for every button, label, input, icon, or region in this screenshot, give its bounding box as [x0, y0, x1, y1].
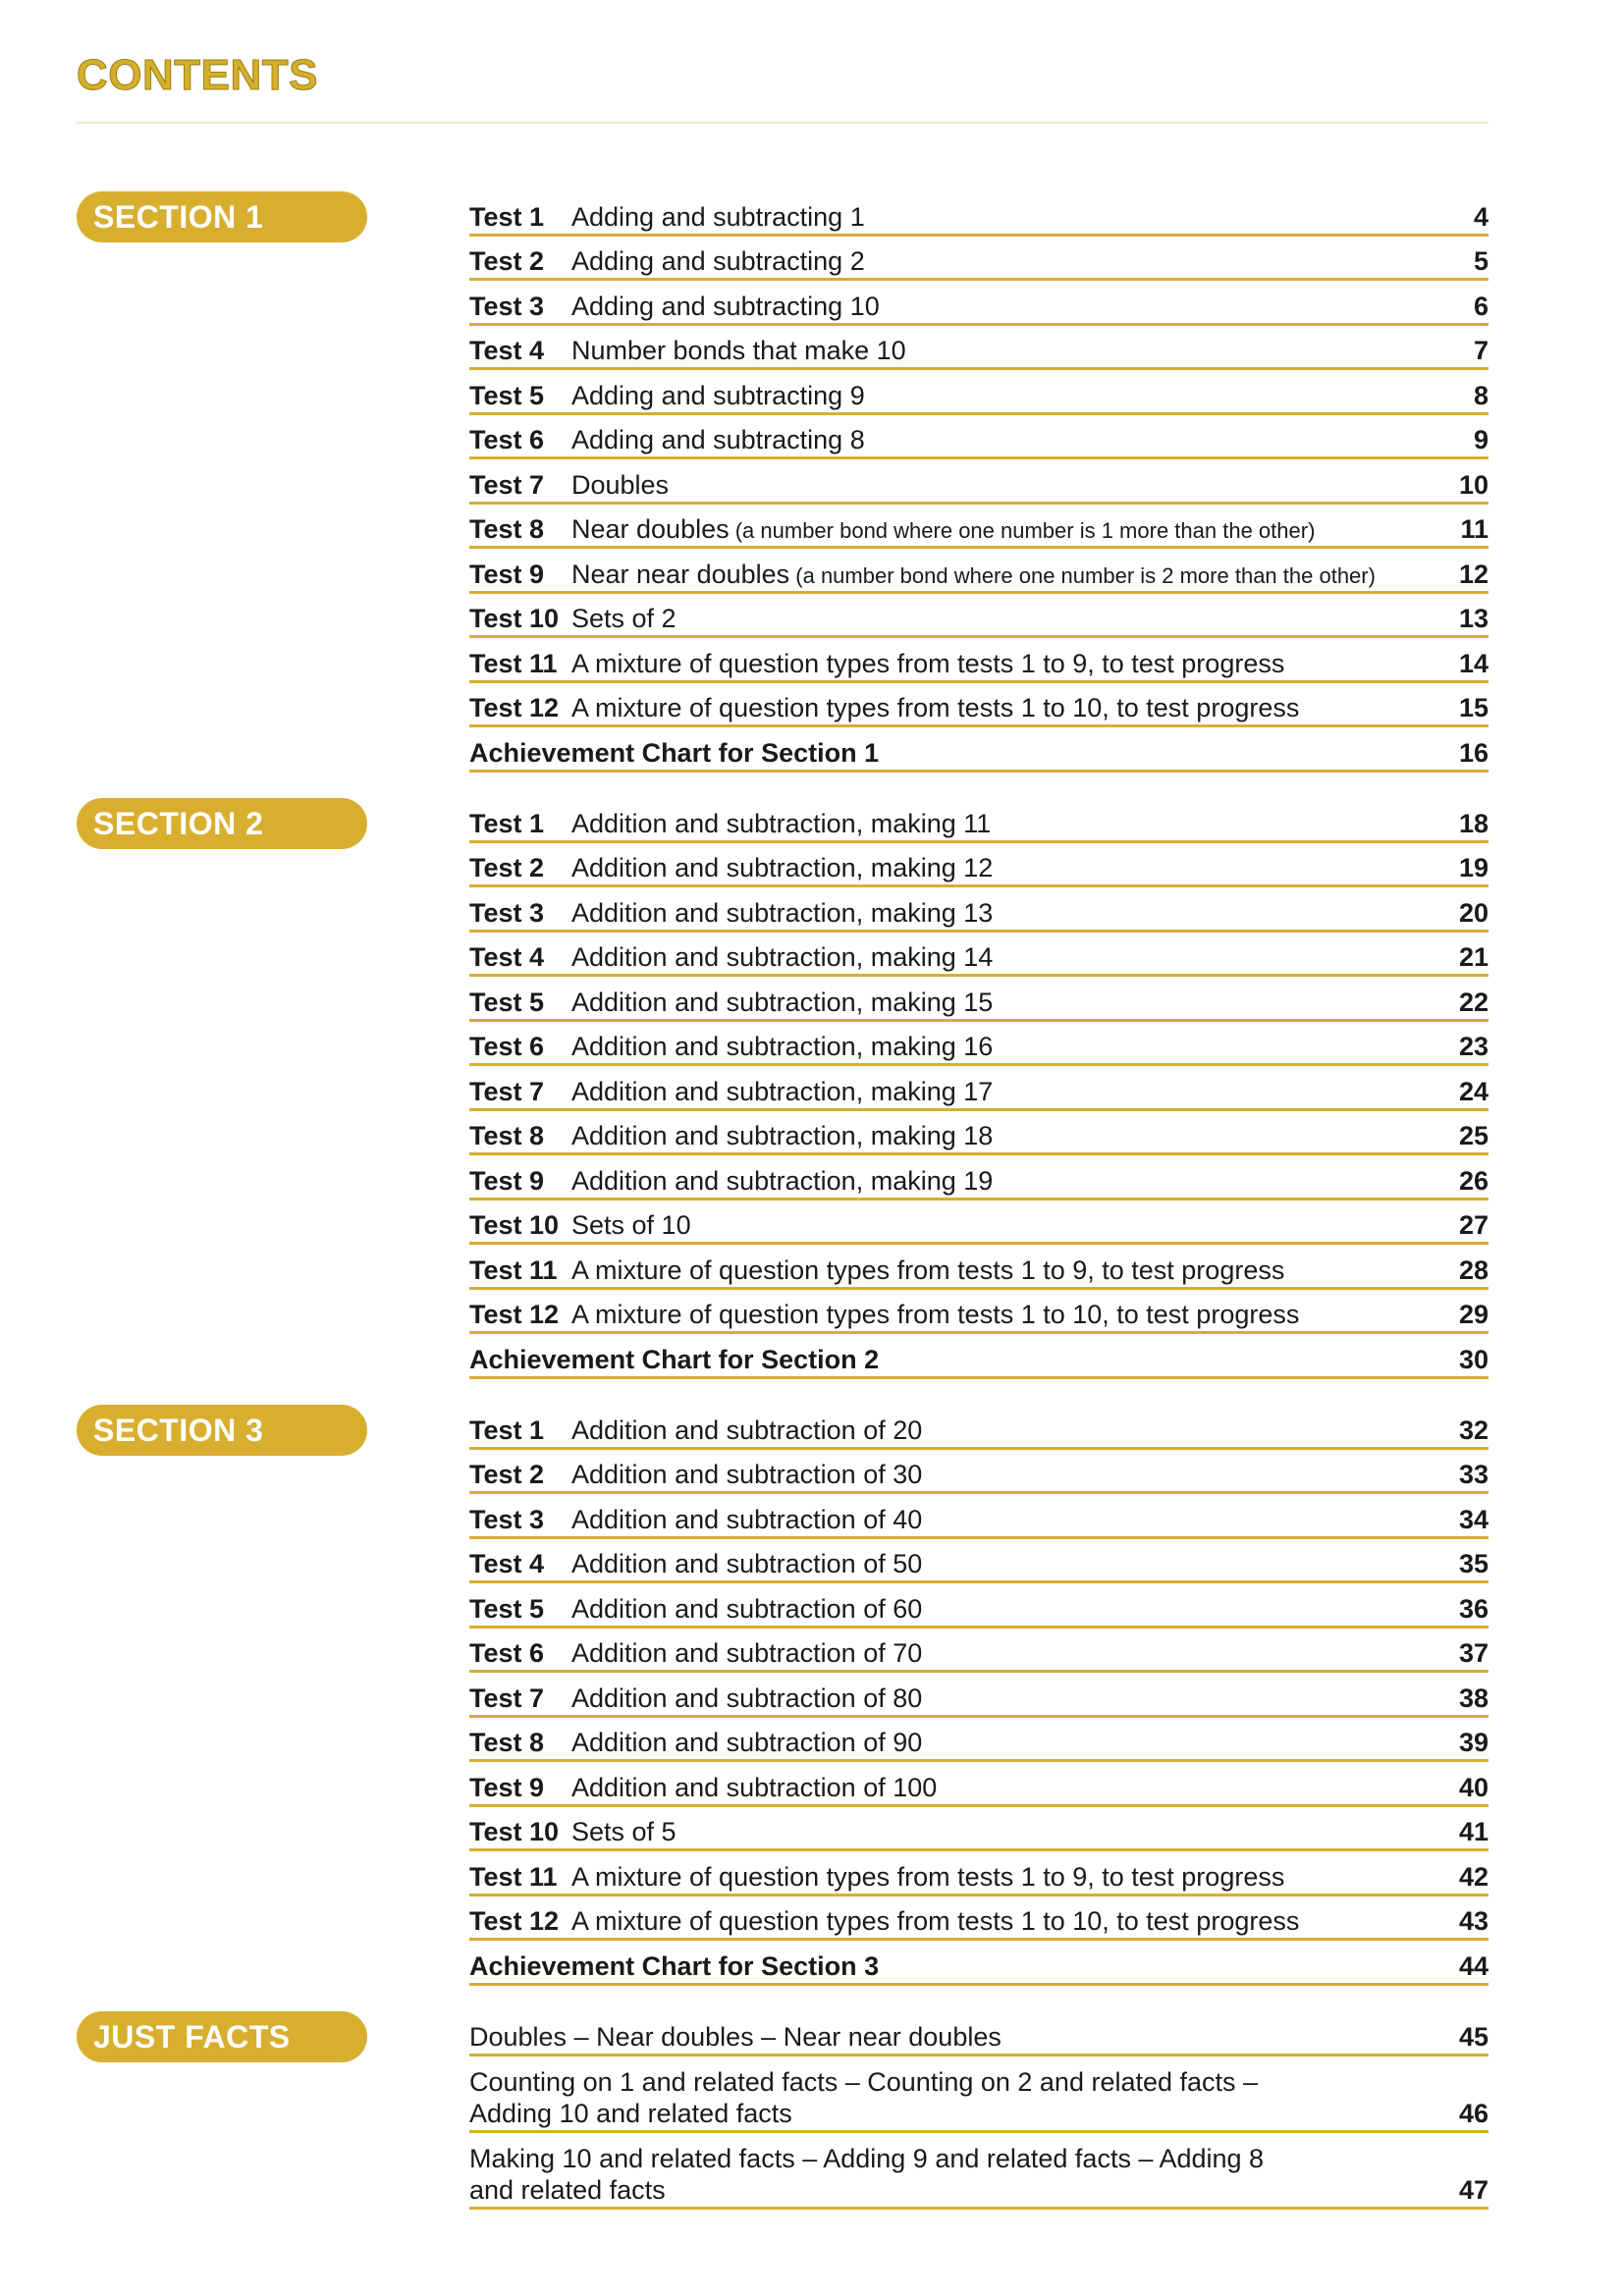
page-number: 13 [1458, 604, 1489, 633]
test-title: Addition and subtraction of 90 [571, 1728, 923, 1757]
page-number: 40 [1458, 1772, 1489, 1802]
toc-row[interactable] [469, 281, 1489, 326]
test-title: Addition and subtraction, making 18 [571, 1121, 994, 1150]
toc-row[interactable] [469, 549, 1489, 594]
page-number: 15 [1458, 693, 1489, 722]
achievement-chart-row[interactable] [469, 1334, 1489, 1379]
page-number: 32 [1458, 1415, 1489, 1445]
test-number: Test 8 [469, 1121, 545, 1150]
achievement-chart-title: Achievement Chart for Section 2 [469, 1344, 880, 1374]
toc-row[interactable] [469, 2056, 1489, 2133]
page-number: 38 [1458, 1682, 1489, 1713]
page-number: 22 [1458, 987, 1489, 1017]
test-number: Test 5 [469, 987, 545, 1017]
test-number: Test 9 [469, 1165, 545, 1196]
test-title-main: Near doubles [571, 514, 730, 544]
test-number: Test 2 [469, 246, 545, 276]
page-number: 28 [1458, 1255, 1489, 1285]
test-title: Addition and subtraction of 20 [571, 1415, 923, 1445]
section-1-entries [469, 191, 1489, 773]
test-title: Addition and subtraction of 40 [571, 1504, 923, 1534]
toc-row[interactable] [469, 1111, 1489, 1156]
toc-row[interactable] [469, 1450, 1489, 1495]
toc-row[interactable] [469, 1494, 1489, 1539]
page-number: 8 [1473, 380, 1489, 410]
facts-title: Counting on 1 and related facts – Counting on 2 and related facts – Adding 10 and related facts [469, 2066, 1259, 2128]
page-number: 36 [1458, 1593, 1489, 1624]
toc-row[interactable] [469, 843, 1489, 888]
page-title: CONTENTS [77, 51, 318, 99]
page-number: 4 [1473, 201, 1489, 232]
achievement-chart-row[interactable] [469, 727, 1489, 773]
test-number: Test 9 [469, 559, 545, 589]
test-title [571, 560, 1430, 590]
section-3-label: SECTION 3 [77, 1405, 367, 1456]
title-divider [77, 122, 1489, 124]
test-title: Adding and subtracting 1 [571, 201, 865, 232]
test-number: Test 6 [469, 425, 545, 454]
test-number: Test 4 [469, 336, 545, 365]
section-2-label: SECTION 2 [77, 798, 367, 849]
test-title: Adding and subtracting 2 [571, 246, 865, 276]
test-title: A mixture of question types from tests 1 to 10, to test progress [571, 1906, 1300, 1936]
test-number: Test 4 [469, 942, 545, 972]
just-facts-entries [469, 2011, 1489, 2210]
test-number: Test 1 [469, 808, 545, 838]
page-number: 9 [1473, 425, 1489, 454]
toc-row[interactable] [469, 1066, 1489, 1111]
test-number: Test 2 [469, 1460, 545, 1489]
page-number: 39 [1458, 1728, 1489, 1757]
toc-row[interactable] [469, 1245, 1489, 1290]
test-number: Test 6 [469, 1638, 545, 1668]
toc-row[interactable] [469, 638, 1489, 683]
section-1-label: SECTION 1 [77, 191, 367, 242]
page-number: 42 [1458, 1861, 1489, 1892]
toc-row[interactable] [469, 933, 1489, 978]
test-title: A mixture of question types from tests 1 to 10, to test progress [571, 693, 1300, 722]
toc-row[interactable] [469, 1896, 1489, 1942]
test-number: Test 3 [469, 1504, 545, 1534]
page-number: 43 [1458, 1906, 1489, 1936]
just-facts-label: JUST FACTS [77, 2011, 367, 2062]
toc-row[interactable] [469, 2133, 1489, 2210]
toc-row[interactable] [469, 1583, 1489, 1629]
page-number: 7 [1473, 336, 1489, 365]
test-title: Addition and subtraction, making 13 [571, 897, 994, 928]
page-number: 20 [1458, 897, 1489, 928]
test-title: Addition and subtraction, making 14 [571, 942, 994, 972]
section-3-entries [469, 1405, 1489, 1986]
test-number: Test 10 [469, 1817, 560, 1846]
test-title-note: (a number bond where one number is 2 more than the other) [789, 562, 1376, 588]
toc-row[interactable] [469, 1851, 1489, 1896]
toc-row[interactable] [469, 1405, 1489, 1450]
test-number: Test 11 [469, 648, 558, 678]
test-number: Test 5 [469, 1593, 545, 1624]
toc-row[interactable] [469, 326, 1489, 371]
toc-row[interactable] [469, 1718, 1489, 1763]
toc-row[interactable] [469, 594, 1489, 639]
page-number: 18 [1458, 808, 1489, 838]
facts-title: Doubles – Near doubles – Near near doubles [469, 2021, 1001, 2052]
page-number: 16 [1458, 737, 1489, 768]
toc-row[interactable] [469, 1290, 1489, 1335]
page-number: 24 [1458, 1076, 1489, 1106]
test-title: Adding and subtracting 9 [571, 380, 865, 410]
test-number: Test 12 [469, 1906, 560, 1936]
page-number: 12 [1458, 559, 1489, 589]
toc-row[interactable] [469, 237, 1489, 282]
toc-row[interactable] [469, 505, 1489, 550]
page-number: 6 [1473, 291, 1489, 321]
test-title: Sets of 2 [571, 604, 677, 633]
test-number: Test 12 [469, 1300, 560, 1329]
toc-row[interactable] [469, 459, 1489, 505]
test-title: Addition and subtraction of 100 [571, 1772, 938, 1802]
test-title: Addition and subtraction, making 11 [571, 808, 992, 838]
test-number: Test 12 [469, 693, 560, 722]
test-number: Test 7 [469, 1076, 545, 1106]
test-title: A mixture of question types from tests 1 to 9, to test progress [571, 1861, 1285, 1892]
page-number: 23 [1458, 1032, 1489, 1061]
toc-row[interactable] [469, 2011, 1489, 2056]
test-title: Addition and subtraction of 50 [571, 1549, 923, 1578]
test-number: Test 7 [469, 469, 545, 500]
test-number: Test 4 [469, 1549, 545, 1578]
page-number: 33 [1458, 1460, 1489, 1489]
test-number: Test 5 [469, 380, 545, 410]
test-title-main: Near near doubles [571, 559, 790, 589]
toc-row[interactable] [469, 1673, 1489, 1718]
toc-row[interactable] [469, 370, 1489, 415]
test-title: Doubles [571, 469, 670, 500]
test-number: Test 10 [469, 1210, 560, 1240]
test-title: Addition and subtraction of 80 [571, 1682, 923, 1713]
page-number: 11 [1460, 514, 1489, 544]
test-title: Adding and subtracting 8 [571, 425, 865, 454]
section-2-entries [469, 798, 1489, 1379]
toc-row[interactable] [469, 977, 1489, 1022]
test-title: A mixture of question types from tests 1 to 10, to test progress [571, 1300, 1300, 1329]
test-number: Test 3 [469, 291, 545, 321]
toc-row[interactable] [469, 191, 1489, 237]
test-title: Sets of 5 [571, 1817, 677, 1846]
page-number: 10 [1458, 469, 1489, 500]
page-number: 25 [1458, 1121, 1489, 1150]
toc-row[interactable] [469, 415, 1489, 460]
toc-row[interactable] [469, 798, 1489, 843]
test-number: Test 11 [469, 1861, 558, 1892]
achievement-chart-row[interactable] [469, 1941, 1489, 1986]
test-number: Test 10 [469, 604, 560, 633]
test-title: Addition and subtraction, making 16 [571, 1032, 994, 1061]
page-number: 19 [1458, 853, 1489, 882]
test-title: Adding and subtracting 10 [571, 291, 880, 321]
toc-row[interactable] [469, 683, 1489, 728]
page-number: 37 [1458, 1638, 1489, 1668]
page-number: 30 [1458, 1344, 1489, 1374]
page-number: 35 [1458, 1549, 1489, 1578]
test-number: Test 6 [469, 1032, 545, 1061]
page-number: 29 [1458, 1300, 1489, 1329]
page-number: 47 [1458, 2174, 1489, 2205]
test-title: Addition and subtraction of 60 [571, 1593, 923, 1624]
test-number: Test 3 [469, 897, 545, 928]
test-number: Test 1 [469, 201, 545, 232]
test-title: Addition and subtraction, making 12 [571, 853, 994, 882]
page-number: 46 [1458, 2098, 1489, 2128]
page-number: 26 [1458, 1165, 1489, 1196]
toc-row[interactable] [469, 1201, 1489, 1246]
test-title-note: (a number bond where one number is 1 more than the other) [729, 518, 1316, 543]
achievement-chart-title: Achievement Chart for Section 1 [469, 737, 880, 768]
page-number: 45 [1458, 2021, 1489, 2052]
toc-row[interactable] [469, 1539, 1489, 1584]
test-number: Test 8 [469, 514, 545, 544]
test-title: Addition and subtraction, making 15 [571, 987, 994, 1017]
test-title: A mixture of question types from tests 1 to 9, to test progress [571, 1255, 1285, 1285]
page-number: 21 [1458, 942, 1489, 972]
test-number: Test 9 [469, 1772, 545, 1802]
page-number: 41 [1458, 1817, 1489, 1846]
facts-title: Making 10 and related facts – Adding 9 and related facts – Adding 8 and related facts [469, 2143, 1265, 2205]
toc-row[interactable] [469, 1807, 1489, 1852]
achievement-chart-title: Achievement Chart for Section 3 [469, 1950, 880, 1981]
toc-row[interactable] [469, 1762, 1489, 1807]
test-number: Test 11 [469, 1255, 558, 1285]
test-number: Test 8 [469, 1728, 545, 1757]
toc-row[interactable] [469, 1629, 1489, 1674]
test-title: Addition and subtraction, making 17 [571, 1076, 994, 1106]
test-title: Addition and subtraction, making 19 [571, 1165, 994, 1196]
test-title: A mixture of question types from tests 1 to 9, to test progress [571, 648, 1285, 678]
page-number: 44 [1458, 1950, 1489, 1981]
test-number: Test 2 [469, 853, 545, 882]
page-number: 27 [1458, 1210, 1489, 1240]
page-number: 34 [1458, 1504, 1489, 1534]
test-title: Sets of 10 [571, 1210, 691, 1240]
toc-row[interactable] [469, 1155, 1489, 1201]
test-number: Test 1 [469, 1415, 545, 1445]
test-number: Test 7 [469, 1682, 545, 1713]
test-title: Number bonds that make 10 [571, 336, 906, 365]
test-title [571, 514, 1430, 545]
test-title: Addition and subtraction of 70 [571, 1638, 923, 1668]
toc-row[interactable] [469, 887, 1489, 933]
page-number: 5 [1473, 246, 1489, 276]
page-number: 14 [1458, 648, 1489, 678]
toc-row[interactable] [469, 1022, 1489, 1067]
test-title: Addition and subtraction of 30 [571, 1460, 923, 1489]
